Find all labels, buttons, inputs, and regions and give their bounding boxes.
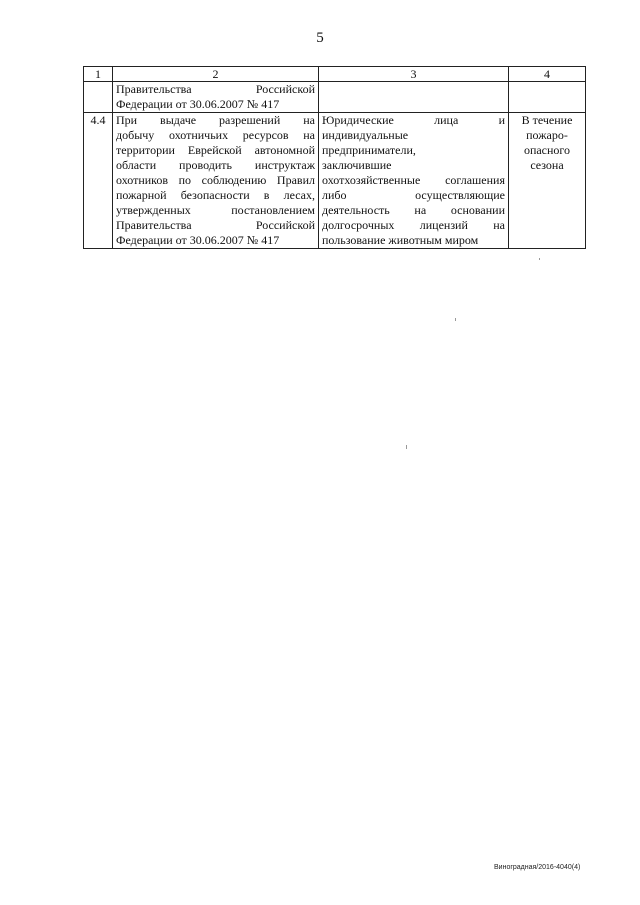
deadline-line: пожаро- (526, 128, 568, 142)
responsible-line: либо осуществляющие (322, 188, 505, 202)
description-line: утвержденных постановлением (116, 203, 315, 217)
responsible-line: охотхозяйственные соглашения (322, 173, 505, 187)
row-deadline (509, 82, 586, 113)
description-line: Федерации от 30.06.2007 № 417 (116, 97, 280, 111)
row-description (113, 113, 319, 249)
description-line: Правительства Российской (116, 218, 315, 232)
scan-speck (539, 258, 540, 260)
description-line: Правительства Российской (116, 82, 315, 96)
description-line: территории Еврейской автономной (116, 143, 315, 157)
page-number: 5 (316, 30, 324, 46)
responsible-line: долгосрочных лицензий на (322, 218, 505, 232)
deadline-line: опасного (523, 143, 571, 157)
row-number: 4.4 (84, 113, 113, 249)
responsible-line: заключившие (322, 158, 392, 172)
responsible-line: предприниматели, (322, 143, 416, 157)
row-deadline (509, 113, 586, 249)
row-responsible (319, 113, 509, 249)
header-cell-3: 3 (319, 67, 509, 82)
scan-speck (406, 445, 407, 449)
responsible-line: деятельность на основании (322, 203, 505, 217)
header-cell-1: 1 (84, 67, 113, 82)
document-footer-code: Виноградная/2016-4040(4) (494, 864, 581, 871)
description-line: охотников по соблюдению Правил (116, 173, 315, 187)
row-description (113, 82, 319, 113)
row-responsible (319, 82, 509, 113)
header-cell-2: 2 (113, 67, 319, 82)
description-line: области проводить инструктаж (116, 158, 315, 172)
responsible-line: пользование животным миром (322, 233, 479, 247)
row-number (84, 82, 113, 113)
responsible-line: индивидуальные (322, 128, 409, 142)
table-header-row (84, 67, 586, 82)
table-row (84, 82, 586, 113)
description-line: пожарной безопасности в лесах, (116, 188, 315, 202)
description-line: добычу охотничьих ресурсов на (116, 128, 315, 142)
responsible-line: Юридические лица и (322, 113, 505, 127)
table-row (84, 113, 586, 249)
description-line: Федерации от 30.06.2007 № 417 (116, 233, 280, 247)
description-line: При выдаче разрешений на (116, 113, 315, 127)
scan-speck (455, 318, 456, 321)
measures-table (83, 66, 586, 249)
header-cell-4: 4 (509, 67, 586, 82)
deadline-line: сезона (530, 158, 564, 172)
deadline-line: В течение (521, 113, 573, 127)
